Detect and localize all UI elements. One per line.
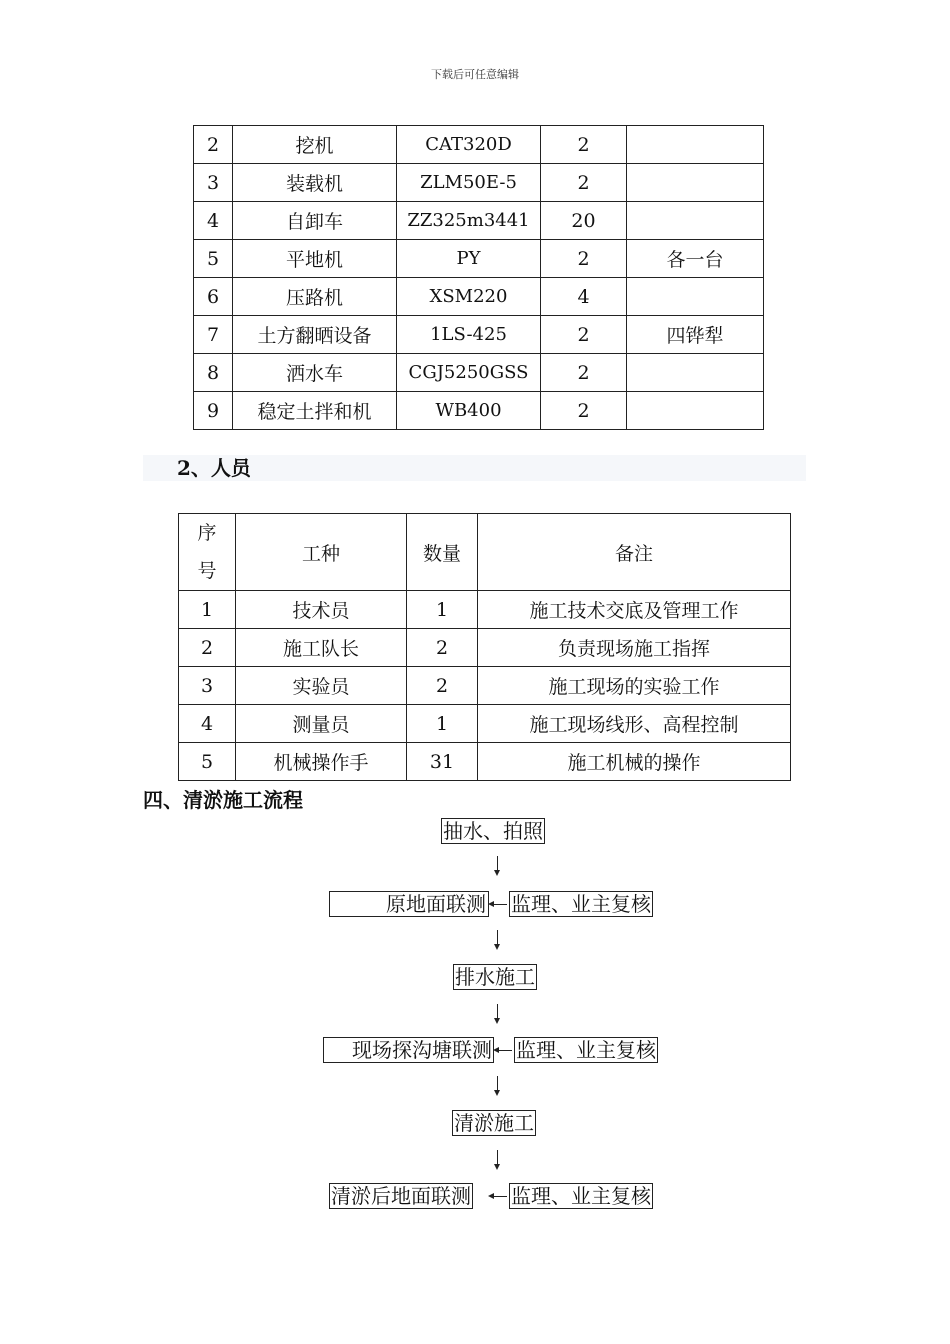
cell-name: 装载机 bbox=[233, 164, 397, 202]
cell-qty: 4 bbox=[541, 278, 627, 316]
cell-note bbox=[627, 164, 764, 202]
cell-qty: 31 bbox=[407, 743, 478, 781]
cell-role: 施工队长 bbox=[236, 629, 407, 667]
equipment-table bbox=[193, 125, 764, 430]
personnel-table bbox=[178, 513, 791, 781]
cell-no: 3 bbox=[179, 667, 236, 705]
cell-note bbox=[627, 354, 764, 392]
arrow-down-icon bbox=[497, 1076, 498, 1094]
cell-name: 洒水车 bbox=[233, 354, 397, 392]
cell-model: ZLM50E-5 bbox=[397, 164, 541, 202]
arrow-down-icon bbox=[497, 856, 498, 874]
equipment-row bbox=[194, 202, 764, 240]
personnel-row bbox=[179, 629, 791, 667]
equipment-row bbox=[194, 240, 764, 278]
arrow-left-icon bbox=[490, 904, 507, 905]
flow-check-2: 监理、业主复核 bbox=[516, 1038, 656, 1062]
cell-name: 土方翻晒设备 bbox=[233, 316, 397, 354]
cell-qty: 2 bbox=[541, 240, 627, 278]
cell-qty: 20 bbox=[541, 202, 627, 240]
personnel-row bbox=[179, 591, 791, 629]
page-header: 下载后可任意编辑 bbox=[431, 68, 519, 81]
flow-step-ground-survey: 原地面联测 bbox=[329, 891, 489, 917]
equipment-row bbox=[194, 392, 764, 430]
equipment-row bbox=[194, 278, 764, 316]
cell-name: 稳定土拌和机 bbox=[233, 392, 397, 430]
equipment-row bbox=[194, 354, 764, 392]
personnel-header-row bbox=[179, 514, 791, 591]
cell-no: 2 bbox=[179, 629, 236, 667]
personnel-row bbox=[179, 705, 791, 743]
cell-role: 测量员 bbox=[236, 705, 407, 743]
cell-qty: 2 bbox=[541, 126, 627, 164]
flow-check-3: 监理、业主复核 bbox=[511, 1184, 651, 1208]
cell-no: 1 bbox=[179, 591, 236, 629]
personnel-row bbox=[179, 743, 791, 781]
cell-model: 1LS-425 bbox=[397, 316, 541, 354]
cell-name: 自卸车 bbox=[233, 202, 397, 240]
cell-qty: 2 bbox=[541, 316, 627, 354]
cell-note bbox=[627, 202, 764, 240]
cell-name: 挖机 bbox=[233, 126, 397, 164]
cell-note: 四铧犁 bbox=[627, 316, 764, 354]
cell-qty: 2 bbox=[541, 164, 627, 202]
cell-name: 压路机 bbox=[233, 278, 397, 316]
cell-model: CAT320D bbox=[397, 126, 541, 164]
flow-step-pump: 抽水、拍照 bbox=[443, 819, 543, 843]
cell-qty: 2 bbox=[407, 667, 478, 705]
cell-model: PY bbox=[397, 240, 541, 278]
flow-step-trench-survey: 现场探沟塘联测 bbox=[323, 1037, 494, 1063]
equipment-row bbox=[194, 316, 764, 354]
cell-no: 5 bbox=[179, 743, 236, 781]
cell-role: 技术员 bbox=[236, 591, 407, 629]
header-note: 备注 bbox=[478, 514, 791, 591]
cell-qty: 2 bbox=[541, 392, 627, 430]
cell-qty: 2 bbox=[541, 354, 627, 392]
header-no: 序号 bbox=[179, 514, 236, 591]
flow-step-final-survey: 清淤后地面联测 bbox=[331, 1184, 471, 1208]
arrow-down-icon bbox=[497, 930, 498, 948]
flow-section-title: 四、清淤施工流程 bbox=[143, 788, 303, 812]
cell-model: CGJ5250GSS bbox=[397, 354, 541, 392]
cell-note bbox=[627, 126, 764, 164]
equipment-row bbox=[194, 126, 764, 164]
cell-qty: 2 bbox=[407, 629, 478, 667]
cell-note: 施工现场的实验工作 bbox=[478, 667, 791, 705]
cell-qty: 1 bbox=[407, 591, 478, 629]
flow-step-drainage: 排水施工 bbox=[455, 965, 535, 989]
cell-no: 5 bbox=[194, 240, 233, 278]
cell-model: WB400 bbox=[397, 392, 541, 430]
cell-no: 3 bbox=[194, 164, 233, 202]
arrow-left-icon bbox=[490, 1196, 507, 1197]
flow-step-dredging: 清淤施工 bbox=[454, 1111, 534, 1135]
header-qty: 数量 bbox=[407, 514, 478, 591]
cell-role: 机械操作手 bbox=[236, 743, 407, 781]
cell-model: ZZ325m3441 bbox=[397, 202, 541, 240]
cell-no: 2 bbox=[194, 126, 233, 164]
personnel-row bbox=[179, 667, 791, 705]
cell-note: 施工机械的操作 bbox=[478, 743, 791, 781]
cell-note bbox=[627, 392, 764, 430]
cell-note: 负责现场施工指挥 bbox=[478, 629, 791, 667]
cell-no: 6 bbox=[194, 278, 233, 316]
cell-note: 施工技术交底及管理工作 bbox=[478, 591, 791, 629]
cell-no: 7 bbox=[194, 316, 233, 354]
arrow-left-icon bbox=[495, 1050, 512, 1051]
cell-no: 8 bbox=[194, 354, 233, 392]
cell-model: XSM220 bbox=[397, 278, 541, 316]
arrow-down-icon bbox=[497, 1150, 498, 1168]
cell-note bbox=[627, 278, 764, 316]
cell-note: 施工现场线形、高程控制 bbox=[478, 705, 791, 743]
cell-note: 各一台 bbox=[627, 240, 764, 278]
header-role: 工种 bbox=[236, 514, 407, 591]
cell-role: 实验员 bbox=[236, 667, 407, 705]
cell-name: 平地机 bbox=[233, 240, 397, 278]
cell-no: 4 bbox=[179, 705, 236, 743]
personnel-section-title: 2、人员 bbox=[143, 455, 806, 481]
flow-check-1: 监理、业主复核 bbox=[511, 892, 651, 916]
equipment-row bbox=[194, 164, 764, 202]
cell-no: 4 bbox=[194, 202, 233, 240]
cell-qty: 1 bbox=[407, 705, 478, 743]
cell-no: 9 bbox=[194, 392, 233, 430]
arrow-down-icon bbox=[497, 1004, 498, 1022]
